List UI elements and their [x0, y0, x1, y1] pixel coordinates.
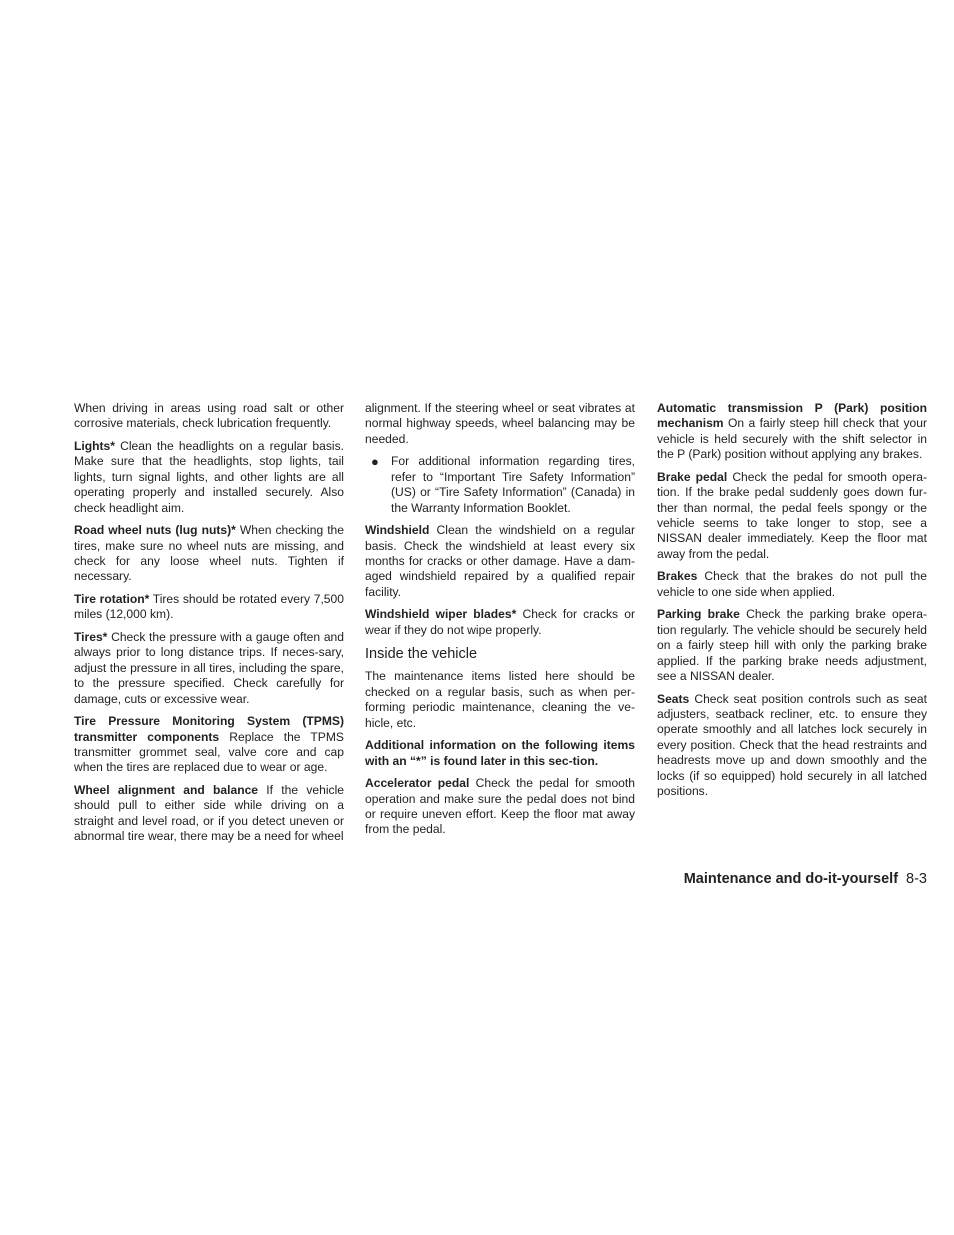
intro-paragraph: When driving in areas using road salt or other corrosive materials, check lubrication frequently.: [74, 401, 344, 431]
additional-info-note: Additional information on the following items with an “*” is found later in this sec-tion.: [365, 738, 635, 768]
seats-paragraph: Seats Check seat position controls such as seat adjusters, seatback recliner, etc. to ensure they operate smoothly and all latches lock securely in every position. Check that the head restraints and headrests move up and down smoothly and the locks (if so equipped) hold securely in all latched positions.: [657, 691, 927, 799]
wiper-blades-heading: Windshield wiper blades*: [365, 607, 517, 622]
wheel-alignment-continued: alignment. If the steering wheel or seat vibrates at normal highway speeds, wheel balancing may be needed.: [365, 401, 635, 446]
brake-pedal-paragraph: Brake pedal Check the pedal for smooth opera-tion. If the brake pedal suddenly goes down fur-ther than normal, the pedal feels spongy or the vehicle seems to take longer to stop, see a NISSAN dealer immediately. Keep the floor mat away from the pedal.: [657, 469, 927, 561]
wheel-alignment-paragraph: Wheel alignment and balance If the vehicle should pull to either side while driving on a straight and level road, or if you detect uneven or abnormal tire wear, there may be a need for wheel: [74, 783, 344, 844]
tire-info-bullet: [365, 454, 635, 516]
brakes-paragraph: Brakes Check that the brakes do not pull the vehicle to one side when applied.: [657, 569, 927, 599]
brakes-heading: Brakes: [657, 569, 698, 584]
bullet-text: For additional information regarding tires, refer to “Important Tire Safety Information” (US) or “Tire Safety Information” (Canada) in the Warranty Information Booklet.: [391, 454, 635, 515]
tires-paragraph: Tires* Check the pressure with a gauge often and always prior to long distance trips. If neces-sary, adjust the pressure in all tires, including the spare, to the pressure specified. Check carefully for damage, cuts or excessive wear.: [74, 630, 344, 706]
lights-paragraph: Lights* Clean the headlights on a regular basis. Make sure that the headlights, stop lights, tail lights, turn signal lights, and other lights are all operating properly and installed securely. Also check headlight aim.: [74, 439, 344, 515]
parking-brake-paragraph: Parking brake Check the parking brake opera-tion regularly. The vehicle should be securely held on a fairly steep hill with only the parking brake applied. If the parking brake needs adjustment, see a NISSAN dealer.: [657, 607, 927, 684]
wheel-nuts-paragraph: Road wheel nuts (lug nuts)* When checking the tires, make sure no wheel nuts are missing, and check for any loose wheel nuts. Tighten if necessary.: [74, 523, 345, 584]
brake-pedal-heading: Brake pedal: [657, 469, 728, 484]
seats-heading: Seats: [657, 691, 690, 706]
wheel-nuts-heading: Road wheel nuts (lug nuts)*: [74, 523, 236, 538]
accelerator-paragraph: Accelerator pedal Check the pedal for smooth operation and make sure the pedal does not bind or require uneven effort. Keep the floor mat away from the pedal.: [365, 776, 635, 837]
parking-brake-heading: Parking brake: [657, 607, 740, 622]
tire-rotation-heading: Tire rotation*: [74, 592, 150, 607]
column-right: [657, 401, 927, 807]
page-footer: [684, 871, 927, 887]
park-mechanism-paragraph: Automatic transmission P (Park) position mechanism On a fairly steep hill check that your vehicle is held securely with the shift selector in the P (Park) position without applying any brakes.: [657, 401, 927, 462]
column-middle: [365, 401, 635, 845]
tpms-heading: Tire Pressure Monitoring System (TPMS) transmitter components: [74, 714, 344, 744]
lights-heading: Lights*: [74, 439, 115, 453]
inside-intro-paragraph: The maintenance items listed here should be checked on a regular basis, such as when per-forming periodic maintenance, cleaning the ve-hicle, etc.: [365, 669, 635, 730]
tires-heading: Tires*: [74, 630, 108, 645]
windshield-paragraph: Windshield Clean the windshield on a regular basis. Check the windshield at least every six months for cracks or other damage. Have a dam-aged windshield repaired by a qualified repair facility.: [365, 523, 635, 599]
accelerator-heading: Accelerator pedal: [365, 776, 470, 791]
tpms-paragraph: Tire Pressure Monitoring System (TPMS) transmitter components Replace the TPMS transmitter grommet seal, valve core and cap when the tires are replaced due to wear or age.: [74, 714, 345, 775]
windshield-heading: Windshield: [365, 523, 430, 538]
column-left: [74, 401, 344, 852]
tire-rotation-paragraph: Tire rotation* Tires should be rotated every 7,500 miles (12,000 km).: [74, 592, 344, 622]
wheel-alignment-heading: Wheel alignment and balance: [74, 783, 259, 798]
bullet-icon: ●: [371, 454, 379, 470]
section-title: Inside the vehicle: [365, 646, 478, 663]
park-mechanism-heading: Automatic transmission P (Park) position mechanism: [657, 401, 927, 431]
footer-section-title: Maintenance and do-it-yourself: [683, 871, 899, 887]
wiper-blades-paragraph: Windshield wiper blades* Check for cracks or wear if they do not wipe properly.: [365, 607, 636, 637]
page-number: 8-3: [906, 871, 927, 887]
